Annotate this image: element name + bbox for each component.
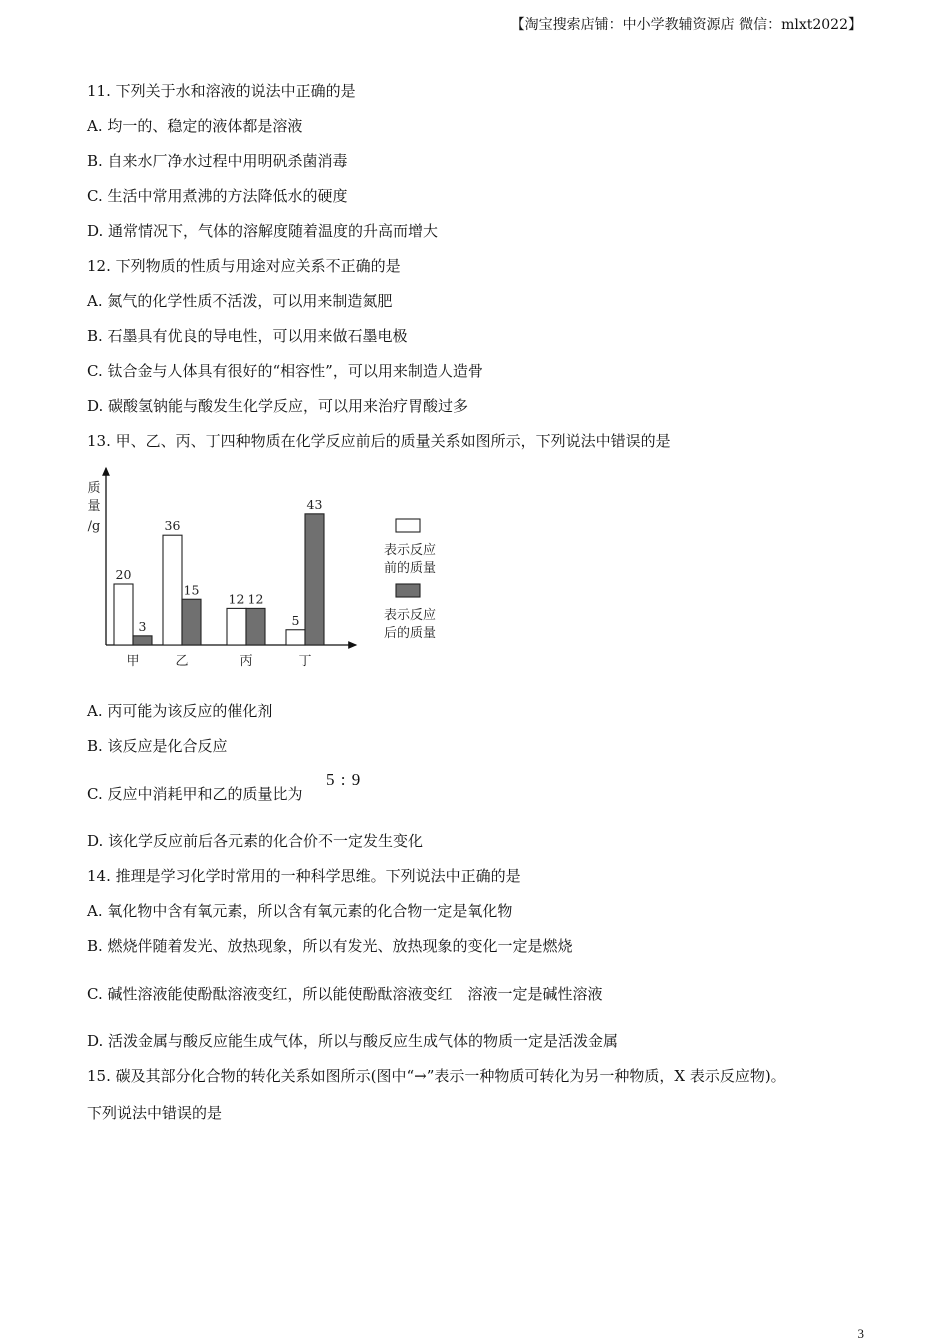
bar-乙-0 — [163, 535, 182, 645]
text-line: 12. 下列物质的性质与用途对应关系不正确的是 — [87, 257, 401, 275]
text-line: A. 氧化物中含有氧元素，所以含有氧元素的化合物一定是氧化物 — [87, 902, 513, 920]
text-line: B. 燃烧伴随着发光、放热现象，所以有发光、放热现象的变化一定是燃烧 — [87, 937, 573, 955]
legend-label: 后的质量 — [383, 626, 437, 641]
category-label: 甲 — [126, 654, 140, 669]
bar-value-label: 3 — [138, 618, 147, 634]
text-line: C. 生活中常用煮沸的方法降低水的硬度 — [87, 187, 348, 205]
bar-value-label: 15 — [183, 582, 200, 598]
bar-value-label: 36 — [164, 518, 181, 534]
legend-swatch-after — [396, 584, 420, 597]
y-axis-label: /g — [87, 519, 101, 534]
page-header: 【淘宝搜索店铺：中小学教辅资源店 微信：mlxt2022】 — [510, 17, 862, 33]
bar-value-label: 12 — [228, 591, 245, 607]
bar-乙-1 — [182, 599, 201, 645]
text-line: 下列说法中错误的是 — [87, 1104, 223, 1122]
text-line: D. 该化学反应前后各元素的化合价不一定发生变化 — [87, 832, 424, 850]
bar-value-label: 5 — [291, 612, 300, 628]
text-line: 15. 碳及其部分化合物的转化关系如图所示(图中“→”表示一种物质可转化为另一种物质，X 表示反应物)。 — [87, 1067, 786, 1085]
text-line: B. 石墨具有优良的导电性，可以用来做石墨电极 — [87, 327, 408, 345]
text-line: 11. 下列关于水和溶液的说法中正确的是 — [87, 82, 356, 100]
mass-bar-chart — [80, 462, 460, 677]
category-label: 乙 — [175, 654, 189, 669]
page-number: 3 — [857, 1326, 864, 1341]
text-line: A. 氮气的化学性质不活泼，可以用来制造氮肥 — [87, 292, 393, 310]
bar-丁-1 — [305, 514, 324, 645]
bar-value-label: 43 — [306, 496, 323, 512]
text-line: D. 碳酸氢钠能与酸发生化学反应，可以用来治疗胃酸过多 — [87, 397, 469, 415]
bar-甲-1 — [133, 636, 152, 645]
bar-丙-0 — [227, 608, 246, 645]
text-line: C. 反应中消耗甲和乙的质量比为 — [87, 785, 303, 803]
legend-label: 表示反应 — [383, 543, 437, 558]
bar-丁-0 — [286, 630, 305, 645]
bar-丙-1 — [246, 608, 265, 645]
ratio-value: 5 : 9 — [326, 770, 362, 789]
text-line: B. 该反应是化合反应 — [87, 737, 228, 755]
bar-value-label: 20 — [115, 567, 132, 582]
bar-甲-0 — [114, 584, 133, 645]
text-line: 13. 甲、乙、丙、丁四种物质在化学反应前后的质量关系如图所示，下列说法中错误的是 — [87, 432, 671, 450]
text-line: D. 活泼金属与酸反应能生成气体，所以与酸反应生成气体的物质一定是活泼金属 — [87, 1032, 619, 1050]
category-label: 丁 — [298, 654, 312, 669]
text-line: A. 均一的、稳定的液体都是溶液 — [87, 117, 303, 135]
text-line: D. 通常情况下，气体的溶解度随着温度的升高而增大 — [87, 222, 439, 240]
legend-swatch-before — [396, 519, 420, 532]
y-axis-label: 质 — [87, 481, 101, 496]
text-line: C. 钛合金与人体具有很好的“相容性”，可以用来制造人造骨 — [87, 362, 483, 380]
y-axis-label: 量 — [87, 499, 101, 514]
text-line: C. 碱性溶液能使酚酞溶液变红，所以能使酚酞溶液变红 溶液一定是碱性溶液 — [87, 985, 603, 1003]
legend-label: 表示反应 — [383, 608, 437, 623]
text-line: B. 自来水厂净水过程中用明矾杀菌消毒 — [87, 152, 348, 170]
text-line: 14. 推理是学习化学时常用的一种科学思维。下列说法中正确的是 — [87, 867, 521, 885]
legend-label: 前的质量 — [383, 561, 437, 576]
category-label: 丙 — [239, 654, 253, 669]
bar-value-label: 12 — [247, 591, 264, 607]
text-line: A. 丙可能为该反应的催化剂 — [87, 702, 273, 720]
